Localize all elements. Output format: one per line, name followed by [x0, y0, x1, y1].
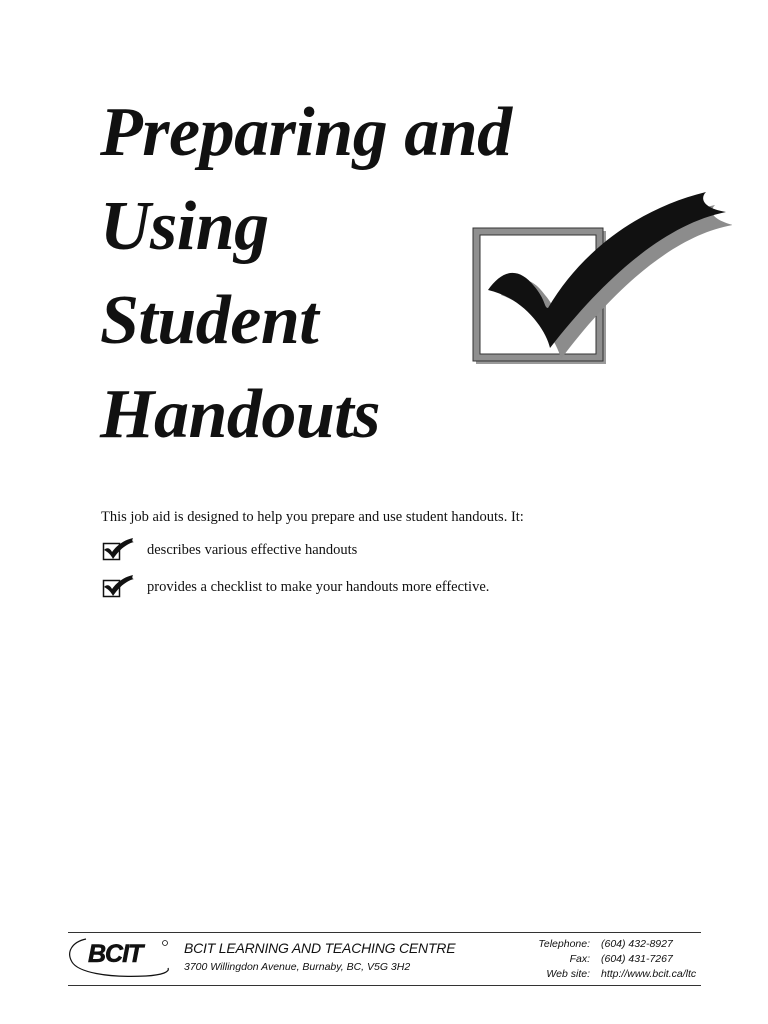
bcit-logo [66, 932, 178, 982]
small-checkbox-checkmark-icon [101, 574, 135, 600]
checkbox-checkmark-icon [470, 186, 732, 370]
bullet-text: describes various effective handouts [147, 542, 358, 558]
fax-value: (604) 431-7267 [601, 953, 673, 965]
title-line: Student [100, 282, 319, 359]
website-link[interactable]: http://www.bcit.ca/ltc [601, 968, 697, 980]
bullet-text: provides a checklist to make your handouts more effective. [147, 579, 490, 595]
contact-label: Web site: [546, 968, 590, 980]
title-line: Handouts [100, 376, 380, 453]
centre-name: BCIT LEARNING AND TEACHING CENTRE [184, 940, 456, 956]
contact-label: Telephone: [538, 938, 590, 950]
contact-values [601, 937, 711, 982]
list-item [101, 537, 357, 563]
intro-text: This job aid is designed to help you prepare and use student handouts. It: [101, 509, 524, 525]
title-line: Preparing and [100, 94, 512, 171]
telephone-value: (604) 432-8927 [601, 938, 673, 950]
contact-label: Fax: [569, 953, 590, 965]
logo-text: BCIT [88, 940, 143, 968]
footer-divider [68, 985, 701, 986]
list-item [101, 574, 489, 600]
document-title [100, 86, 512, 462]
contact-labels [500, 937, 590, 982]
small-checkbox-checkmark-icon [101, 537, 135, 563]
centre-address: 3700 Willingdon Avenue, Burnaby, BC, V5G 3H2 [184, 961, 411, 973]
title-line: Using [100, 188, 269, 265]
